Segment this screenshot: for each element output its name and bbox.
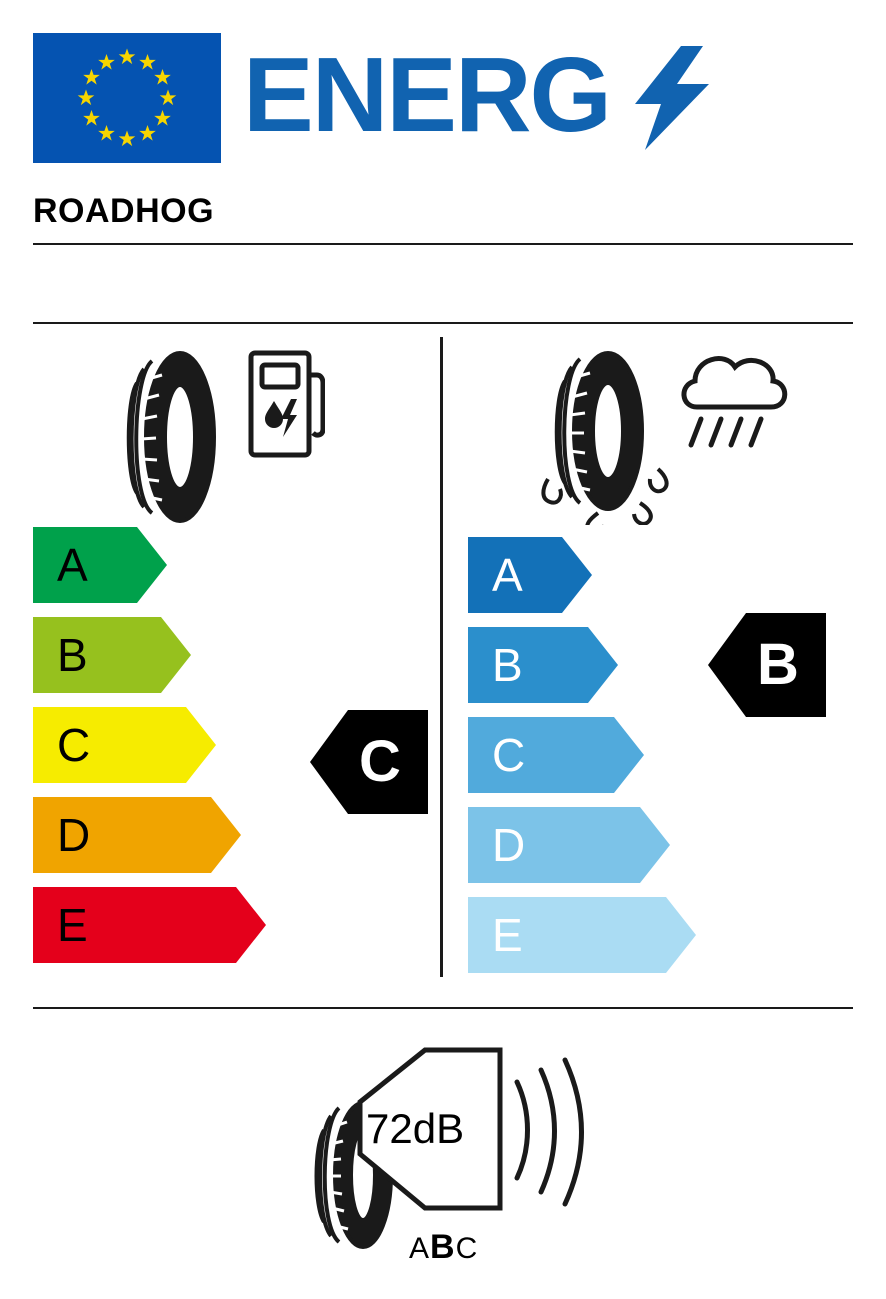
fuel-grade-c-letter: C (57, 719, 91, 771)
noise-class-b: B (430, 1228, 456, 1266)
divider-vertical (440, 337, 443, 977)
fuel-grade-e-letter: E (57, 899, 88, 951)
rain-cloud-icon (675, 345, 793, 462)
grip-grade-e-letter: E (492, 909, 523, 961)
tyre-icon (540, 349, 670, 530)
fuel-selected-letter: C (359, 729, 401, 794)
fuel-grade-d (33, 797, 90, 873)
divider-brand (33, 243, 853, 245)
grip-grade-c (468, 717, 525, 793)
grip-grade-c-letter: C (492, 729, 526, 781)
fuel-grade-d-letter: D (57, 809, 91, 861)
fuel-efficiency-selected-class (310, 710, 428, 814)
fuel-grade-e (33, 887, 90, 963)
grip-grade-b (468, 627, 525, 703)
grip-grade-a (468, 537, 525, 613)
energy-wordmark: ENERG (243, 36, 610, 154)
grip-grade-e (468, 897, 525, 973)
fuel-grade-b (33, 617, 90, 693)
lightning-bolt-icon (635, 46, 709, 150)
grip-grade-d (468, 807, 525, 883)
eu-stars (33, 33, 221, 163)
wet-grip-scale (468, 537, 525, 987)
grip-grade-b-letter: B (492, 639, 523, 691)
fuel-grade-b-letter: B (57, 629, 88, 681)
fuel-pump-icon (247, 349, 325, 464)
noise-class-a: A (409, 1232, 431, 1265)
noise-class-letters (409, 1228, 478, 1267)
fuel-efficiency-scale (33, 527, 90, 977)
sound-waves-icon (517, 1060, 582, 1204)
fuel-grade-a-letter: A (57, 539, 88, 591)
divider-top (33, 322, 853, 324)
fuel-grade-c (33, 707, 90, 783)
divider-bottom (33, 1007, 853, 1009)
noise-value: 72dB (366, 1105, 465, 1152)
grip-grade-d-letter: D (492, 819, 526, 871)
brand-name: ROADHOG (33, 192, 215, 230)
wet-grip-selected-class (708, 613, 826, 717)
tyre-icon (122, 349, 234, 530)
noise-class-c: C (455, 1232, 479, 1265)
fuel-grade-a (33, 527, 90, 603)
grip-grade-a-letter: A (492, 549, 523, 601)
grip-selected-letter: B (757, 632, 799, 697)
eu-flag-icon (33, 33, 221, 163)
